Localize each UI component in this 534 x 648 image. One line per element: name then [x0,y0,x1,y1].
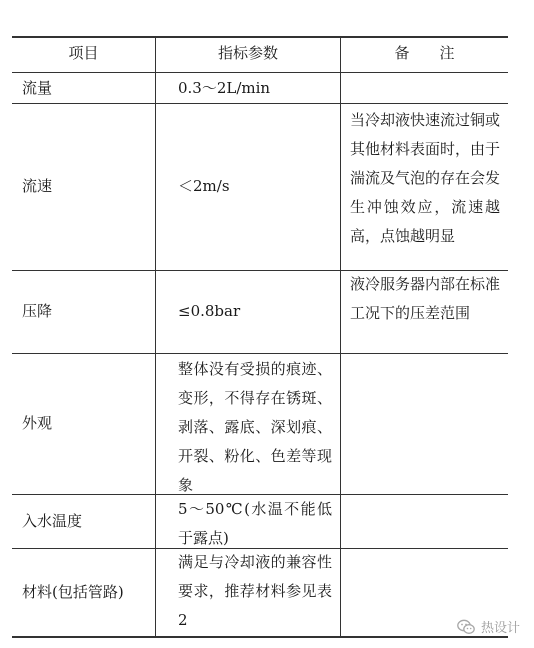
header-spec: 指标参数 [217,44,278,62]
row-item-flow: 流量 [22,79,53,97]
header-item: 项目 [68,44,99,62]
row-remark-velocity: 当冷却液快速流过铜或其他材料表面时，由于湍流及气泡的存在会发生冲蚀效应，流速越高，点蚀越明显 [350,111,501,245]
row-spec-inlet-temperature: 5～50℃(水温不能低于露点) [178,500,332,547]
row-spec-appearance: 整体没有受损的痕迹、变形，不得存在锈斑、剥落、露底、深划痕、开裂、粉化、色差等现象 [178,360,332,494]
column-rule [155,36,156,638]
row-item-appearance: 外观 [22,414,53,432]
header-remark: 备 注 [394,44,455,62]
row-spec-pressure-drop: ≤0.8bar [178,302,241,320]
row-spec-flow: 0.3～2L/min [178,79,271,97]
row-remark-pressure-drop: 液冷服务器内部在标准工况下的压差范围 [350,275,501,322]
watermark [457,617,520,636]
watermark-text: 热设计 [480,621,520,636]
row-rule [12,103,508,104]
table-bottom-rule [12,636,508,638]
row-spec-velocity: ＜2m/s [178,177,230,195]
row-item-velocity: 流速 [22,177,53,195]
table-top-rule [12,36,508,38]
row-item-inlet-temperature: 入水温度 [22,512,83,530]
row-rule [12,353,508,354]
row-spec-material: 满足与冷却液的兼容性要求，推荐材料参见表 2 [178,553,332,629]
header-rule [12,72,508,73]
row-item-pressure-drop: 压降 [22,302,53,320]
wechat-icon [457,619,475,635]
row-item-material: 材料(包括管路) [22,583,124,601]
column-rule [340,36,341,638]
